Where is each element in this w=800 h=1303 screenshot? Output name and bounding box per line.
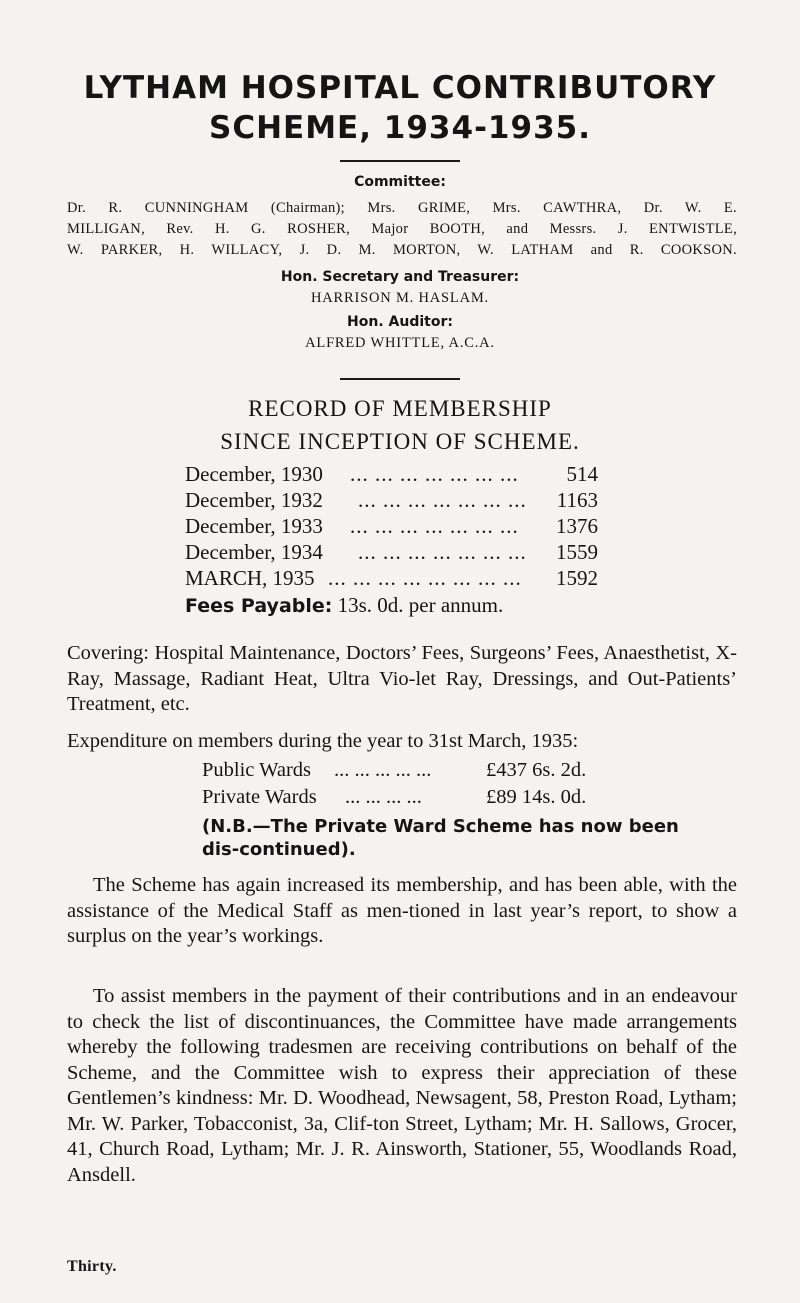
expenditure-intro: Expenditure on members during the year to 31st March, 1935:	[67, 730, 579, 752]
divider-middle	[340, 378, 460, 380]
expenditure-row	[202, 757, 642, 783]
membership-count: 1376	[556, 514, 598, 538]
committee-heading: Committee:	[354, 174, 446, 190]
expenditure-amount: £437 6s. 2d.	[486, 759, 587, 781]
membership-date: December, 1934	[185, 540, 323, 564]
fees-payable	[185, 592, 503, 620]
covering-paragraph: Covering: Hospital Maintenance, Doctors’ Fees, Surgeons’ Fees, Anaesthetist, X-Ray, Massage, Radiant Heat, Ultra Vio-let Ray, Dressings, and Out-Patients’ Treatment, etc.	[67, 642, 737, 715]
page-footer: Thirty.	[67, 1258, 117, 1275]
committee-line: MILLIGAN, Rev. H. G. ROSHER, Major BOOTH, and Messrs. J. ENTWISTLE,	[67, 221, 737, 237]
membership-row	[185, 461, 598, 488]
membership-date: December, 1930	[185, 462, 323, 486]
auditor-heading: Hon. Auditor:	[347, 314, 453, 330]
membership-row	[185, 487, 598, 514]
membership-count: 514	[566, 462, 598, 486]
secretary-heading: Hon. Secretary and Treasurer:	[280, 269, 520, 285]
divider-top	[340, 160, 460, 162]
membership-date: December, 1932	[185, 488, 323, 512]
secretary-name: HARRISON M. HASLAM.	[311, 290, 489, 306]
membership-count: 1163	[556, 488, 598, 512]
surplus-paragraph: The Scheme has again increased its membership, and has been able, with the assistance of the Medical Staff as men-tioned in last year’s report, to show a surplus on the year’s workings.	[67, 874, 737, 947]
expenditure-amount: £89 14s. 0d.	[486, 786, 587, 808]
expenditure-row	[202, 784, 642, 810]
membership-date: MARCH, 1935	[185, 566, 315, 590]
membership-row	[185, 513, 598, 540]
membership-count: 1559	[556, 540, 598, 564]
leader-dots: ... ... ... ... ... ... ... ...	[328, 566, 522, 590]
membership-row	[185, 565, 598, 592]
tradesmen-paragraph: To assist members in the payment of their contributions and in an endeavour to check the list of discontinuances, the Committee have made arrangements whereby the following tradesmen are receiving contributions on behalf of the Scheme, and the Committee wish to express their appreciation of these Gentlemen’s kindness: Mr. D. Woodhead, Newsagent, 58, Preston Road, Lytham; Mr. W. Parker, Tobacconist, 3a, Clif-ton Street, Lytham; Mr. H. Sallows, Grocer, 41, Church Road, Lytham; Mr. J. R. Ainsworth, Stationer, 55, Woodlands Road, Ansdell.	[67, 985, 737, 1186]
leader-dots: ... ... ... ... ...	[334, 759, 432, 781]
expenditure-label: Public Wards	[202, 759, 312, 781]
committee-line: W. PARKER, H. WILLACY, J. D. M. MORTON, W. LATHAM and R. COOKSON.	[67, 242, 737, 258]
title-line-2: SCHEME, 1934-1935.	[209, 110, 591, 146]
title-line-1: LYTHAM HOSPITAL CONTRIBUTORY	[83, 70, 717, 106]
fees-label: Fees Payable:	[185, 595, 333, 617]
membership-date: December, 1933	[185, 514, 323, 538]
fees-value: 13s. 0d. per annum.	[337, 593, 504, 617]
record-heading-line-2: SINCE INCEPTION OF SCHEME.	[220, 429, 580, 454]
leader-dots: ... ... ... ...	[345, 786, 422, 808]
leader-dots: ... ... ... ... ... ... ...	[350, 514, 519, 538]
expenditure-label: Private Wards	[202, 786, 317, 808]
membership-count: 1592	[556, 566, 598, 590]
leader-dots: ... ... ... ... ... ... ...	[350, 462, 519, 486]
private-ward-note: (N.B.—The Private Ward Scheme has now been dis-continued).	[202, 816, 679, 860]
committee-members	[67, 198, 737, 261]
leader-dots: ... ... ... ... ... ... ...	[358, 540, 527, 564]
committee-line: Dr. R. CUNNINGHAM (Chairman); Mrs. GRIME, Mrs. CAWTHRA, Dr. W. E.	[67, 200, 737, 216]
auditor-name: ALFRED WHITTLE, A.C.A.	[305, 335, 495, 351]
leader-dots: ... ... ... ... ... ... ...	[358, 488, 527, 512]
record-heading-line-1: RECORD OF MEMBERSHIP	[248, 396, 552, 421]
membership-row	[185, 539, 598, 566]
